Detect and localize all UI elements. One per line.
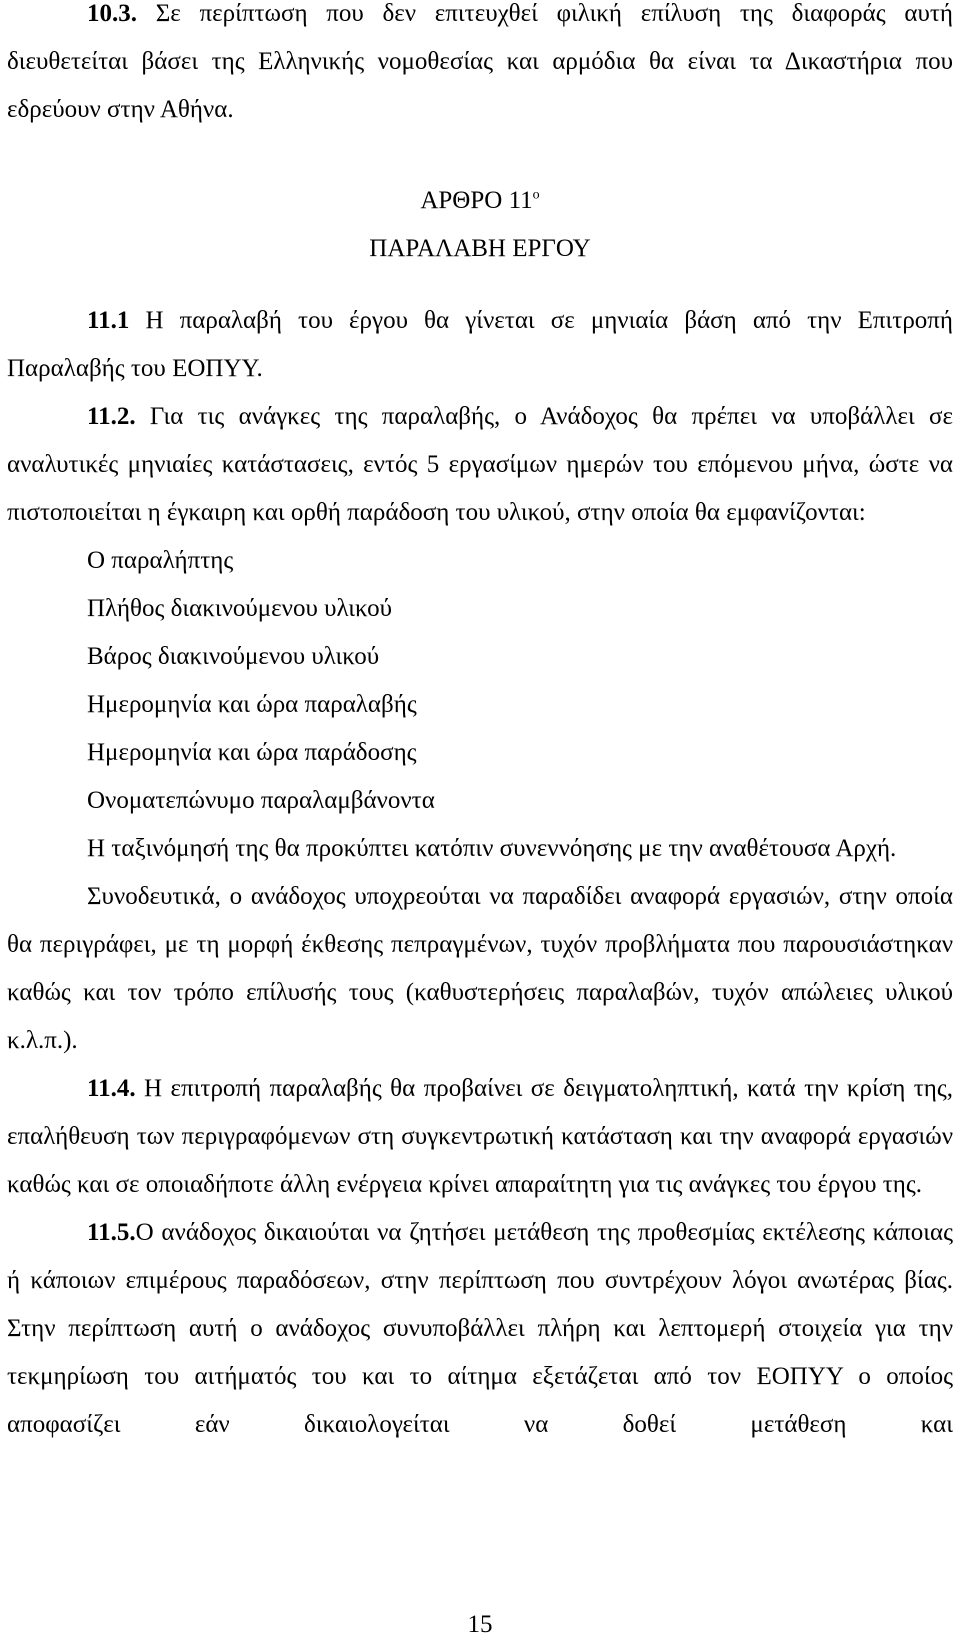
article-title-superscript: ο — [532, 187, 540, 203]
paragraph-text: Η επιτροπή παραλαβής θα προβαίνει σε δειγματοληπτική, κατά την κρίση της, επαλήθευση των περιγραφόμενων στη συγκεντρωτική κατάσταση και την αναφορά εργασιών καθώς και σε οποιαδήποτε άλλη ενέργεια κρίνει απαραίτητη για τις ανάγκες του έργου της. — [7, 1075, 953, 1198]
section-number: 11.1 — [87, 307, 130, 334]
list-item: Ημερομηνία και ώρα παράδοσης — [87, 739, 417, 766]
delivery-fields-list — [7, 537, 953, 825]
article-subtitle: ΠΑΡΑΛΑΒΗ ΕΡΓΟΥ — [369, 235, 591, 262]
paragraph-11-2 — [7, 393, 953, 537]
list-item: Ονοματεπώνυμο παραλαμβάνοντα — [87, 787, 435, 814]
paragraph-text: Σε περίπτωση που δεν επιτευχθεί φιλική επίλυση της διαφοράς αυτή διευθετείται βάσει της Ελληνικής νομοθεσίας και αρμόδια θα είναι τα Δικαστήρια που εδρεύουν στην Αθήνα. — [7, 0, 953, 123]
paragraph-11-4 — [7, 1065, 953, 1209]
list-item: Πλήθος διακινούμενου υλικού — [87, 595, 392, 622]
article-title — [7, 177, 953, 225]
paragraph-text: Ο ανάδοχος δικαιούται να ζητήσει μετάθεση της προθεσμίας εκτέλεσης κάποιας ή κάποιων επιμέρους παραδόσεων, στην περίπτωση που συντρέχουν λόγοι ανωτέρας βίας. Στην περίπτωση αυτή ο ανάδοχος συνυποβάλλει πλήρη και λεπτομερή στοιχεία για την τεκμηρίωση του αιτήματός του και το αίτημα εξετάζεται από τον ΕΟΠΥΥ ο οποίος αποφασίζει εάν δικαιολογείται να δοθεί μετάθεση και — [7, 1219, 953, 1438]
section-number: 10.3. — [87, 0, 137, 27]
vertical-gap — [7, 273, 953, 297]
section-number: 11.4. — [87, 1075, 136, 1102]
paragraph-text: Η παραλαβή του έργου θα γίνεται σε μηνιαία βάση από την Επιτροπή Παραλαβής του ΕΟΠΥΥ. — [7, 307, 953, 382]
article-title-text: ΑΡΘΡΟ 11 — [420, 187, 533, 214]
paragraph-11-1 — [7, 297, 953, 393]
list-item: Ο παραλήπτης — [87, 547, 234, 574]
list-item: Βάρος διακινούμενου υλικού — [87, 643, 380, 670]
section-number: 11.2. — [87, 403, 136, 430]
document-page — [7, 0, 953, 1449]
paragraph-text: Για τις ανάγκες της παραλαβής, ο Ανάδοχος θα πρέπει να υποβάλλει σε αναλυτικές μηνιαίες κατάστασεις, εντός 5 εργασίμων ημερών του επόμενου μήνα, ώστε να πιστοποιείται η έγκαιρη και ορθή παράδοση του υλικού, στην οποία θα εμφανίζονται: — [7, 403, 953, 526]
paragraph-report: Συνοδευτικά, ο ανάδοχος υποχρεούται να παραδίδει αναφορά εργασιών, στην οποία θα περιγράφει, με τη μορφή έκθεσης πεπραγμένων, τυχόν προβλήματα που παρουσιάστηκαν καθώς και τον τρόπο επίλυσής τους (καθυστερήσεις παραλαβών, τυχόν απώλειες υλικού κ.λ.π.). — [7, 883, 953, 1054]
list-item: Ημερομηνία και ώρα παραλαβής — [87, 691, 417, 718]
paragraph-10-3 — [7, 0, 953, 134]
vertical-gap — [7, 134, 953, 177]
section-number: 11.5. — [87, 1219, 136, 1246]
paragraph-classification: Η ταξινόμησή της θα προκύπτει κατόπιν συνεννόησης με την αναθέτουσα Αρχή. — [87, 835, 897, 862]
paragraph-11-5 — [7, 1209, 953, 1449]
page-number: 15 — [467, 1611, 493, 1638]
